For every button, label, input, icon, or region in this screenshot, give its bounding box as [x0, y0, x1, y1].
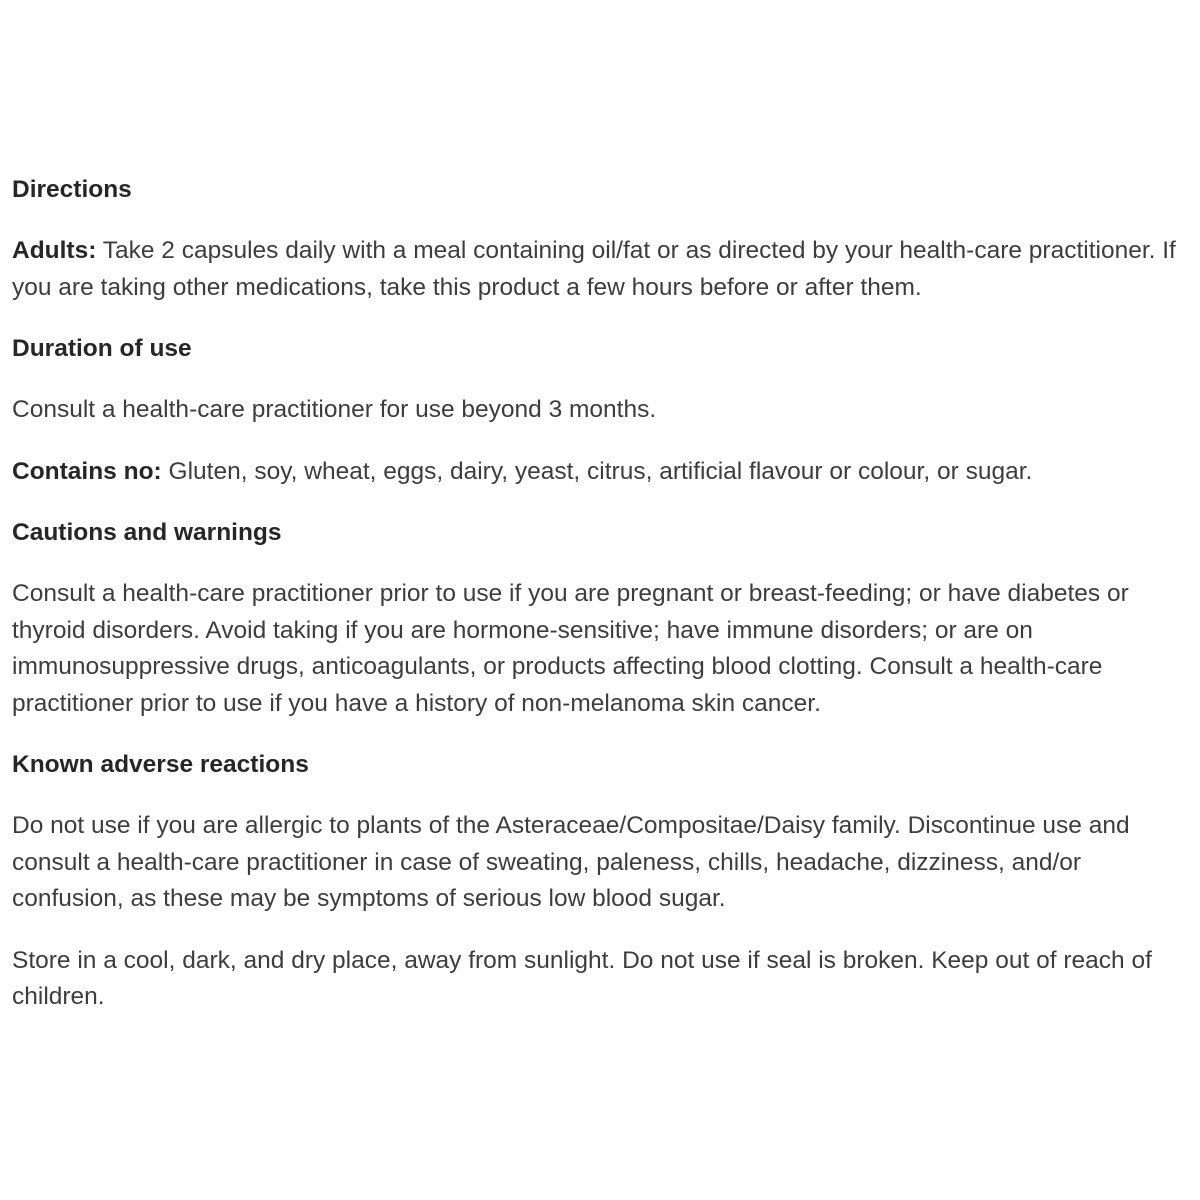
adverse-reactions-heading: Known adverse reactions — [12, 751, 309, 778]
adults-label: Adults: — [12, 237, 97, 264]
storage-paragraph: Store in a cool, dark, and dry place, away from sunlight. Do not use if seal is broken. Keep out of reach of children. — [12, 946, 1152, 1010]
product-information — [12, 172, 1196, 1041]
duration-paragraph: Consult a health-care practitioner for use beyond 3 months. — [12, 396, 657, 423]
cautions-paragraph: Consult a health-care practitioner prior to use if you are pregnant or breast-feeding; or have diabetes or thyroid disorders. Avoid taking if you are hormone-sensitive; have immune disorders; or are on immunosuppressive drugs, anticoagulants, or products affecting blood clotting. Consult a health-care practitioner prior to use if you have a history of non-melanoma skin cancer. — [12, 580, 1129, 717]
adverse-reactions-paragraph: Do not use if you are allergic to plants of the Asteraceae/Compositae/Daisy family. Discontinue use and consult a health-care practitioner in case of sweating, paleness, chills, headache, dizziness, and/or confusion, as these may be symptoms of serious low blood sugar. — [12, 812, 1130, 912]
contains-no-text: Gluten, soy, wheat, eggs, dairy, yeast, citrus, artificial flavour or colour, or sugar. — [161, 457, 1033, 485]
contains-no-label: Contains no: — [12, 457, 162, 485]
contains-no-paragraph — [12, 454, 1196, 491]
adults-text: Take 2 capsules daily with a meal containing oil/fat or as directed by your health-care practitioner. If you are taking other medications, take this product a few hours before or after them. — [12, 237, 1176, 301]
directions-heading: Directions — [12, 176, 132, 203]
cautions-heading: Cautions and warnings — [12, 519, 282, 546]
duration-heading: Duration of use — [12, 335, 192, 362]
directions-paragraph — [12, 233, 1196, 306]
